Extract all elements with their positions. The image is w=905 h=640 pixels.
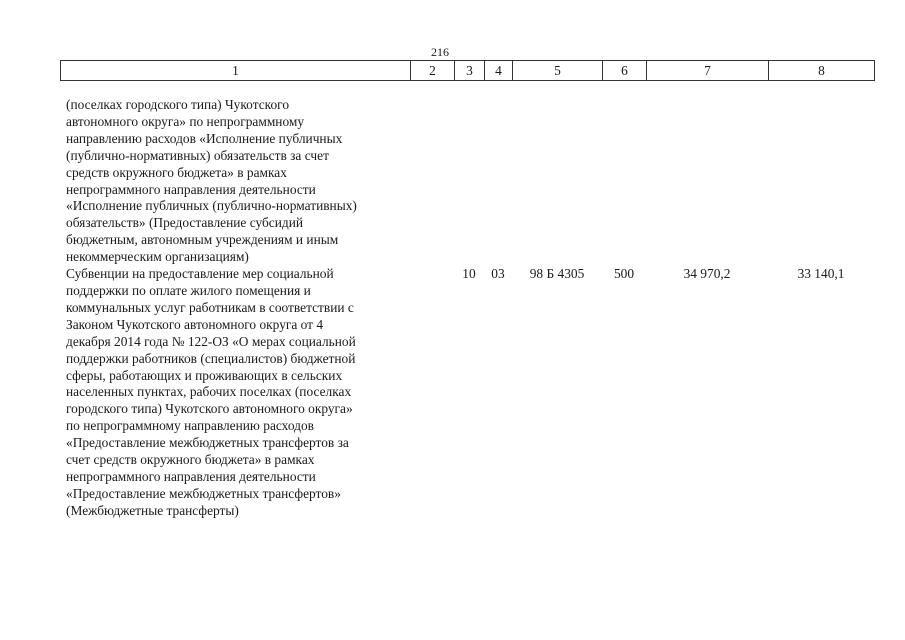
row-amount-2 (768, 97, 874, 266)
table-row (60, 266, 874, 520)
row-col-2 (410, 97, 454, 266)
row-amount-2: 33 140,1 (797, 266, 845, 282)
row-col-2 (410, 266, 454, 520)
column-number-4: 4 (485, 61, 513, 81)
row-description: Субвенции на предоставление мер социальной поддержки по оплате жилого помещения и коммунальных услуг работникам в соответствии с Законом Чукотского автономного округа от 4 декабря 2014 года № 122-ОЗ «О мерах социальной поддержки работников (специалистов) бюджетной сферы, работающих и проживающих в сельских населенных пунктах, рабочих поселках (поселках городского типа) Чукотского автономного округа» по непрограммному направлению расходов «Предоставление межбюджетных трансфертов за счет средств окружного бюджета» в рамках непрограммного направления деятельности «Предоставление межбюджетных трансфертов» (Межбюджетные трансферты) (66, 266, 356, 518)
row-subsection: 03 (491, 266, 505, 282)
row-subsection (484, 97, 512, 266)
column-number-5: 5 (513, 61, 603, 81)
row-amount-1: 34 970,2 (683, 266, 731, 282)
budget-table-body (60, 97, 874, 520)
column-number-3: 3 (455, 61, 485, 81)
column-number-7: 7 (647, 61, 769, 81)
column-header-table (60, 60, 875, 81)
row-target-code (512, 97, 602, 266)
row-expense-type (602, 97, 646, 266)
column-number-2: 2 (411, 61, 455, 81)
column-number-8: 8 (769, 61, 875, 81)
row-section (454, 97, 484, 266)
column-number-6: 6 (603, 61, 647, 81)
row-expense-type: 500 (613, 266, 635, 282)
row-amount-1 (646, 97, 768, 266)
row-target-code: 98 Б 4305 (529, 266, 585, 282)
row-section: 10 (462, 266, 476, 282)
column-number-1: 1 (61, 61, 411, 81)
table-row (60, 97, 874, 266)
row-description: (поселках городского типа) Чукотского автономного округа» по непрограммному направлению расходов «Исполнение публичных (публично-нормативных) обязательств за счет средств окружного бюджета» в рамках непрограммного направления деятельности «Исполнение публичных (публично-нормативных) обязательств» (Предоставление субсидий бюджетным, автономным учреждениям и иным некоммерческим организациям) (66, 97, 357, 265)
column-number-row (61, 61, 875, 81)
page-number: 216 (431, 45, 449, 59)
